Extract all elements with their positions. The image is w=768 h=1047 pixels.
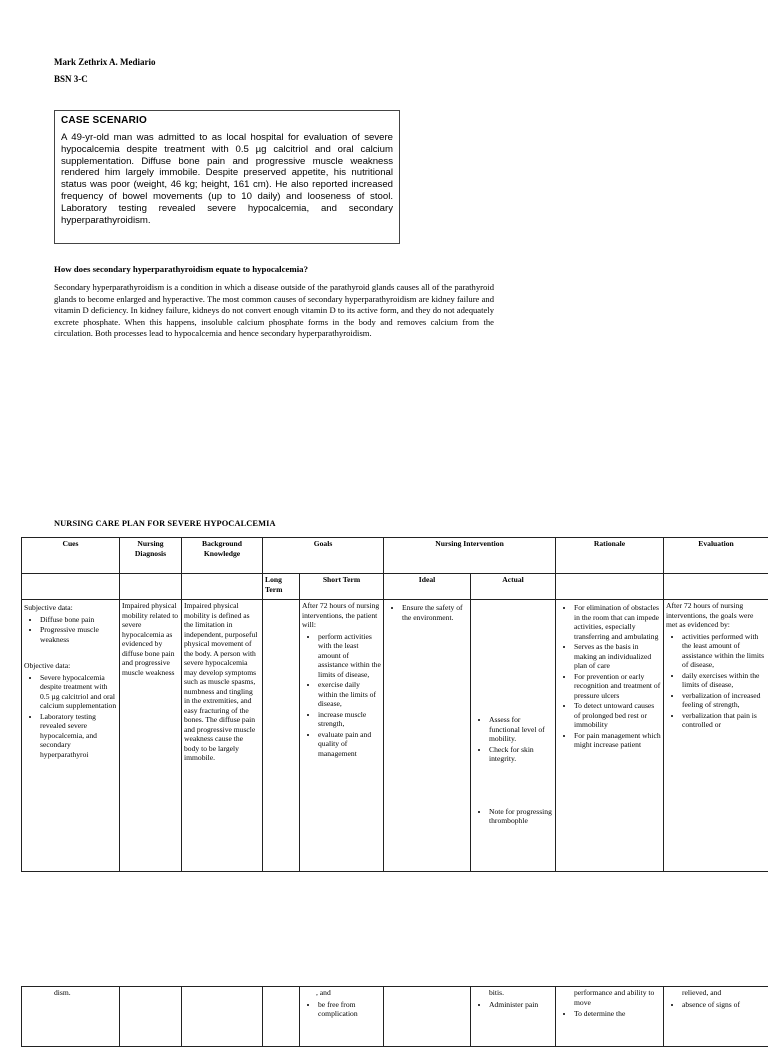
short-term-list bbox=[302, 632, 381, 759]
objective-list bbox=[24, 673, 117, 760]
list-item: • Serves as the basis in making an individualized plan of care bbox=[574, 642, 661, 671]
header-intervention: Nursing Intervention bbox=[384, 538, 556, 574]
header-cues: Cues bbox=[22, 538, 120, 574]
diagnosis-cell: Impaired physical mobility related to severe hypocalcemia as evidenced by diffuse bone pain and progressive muscle weakness bbox=[120, 600, 182, 872]
table-header-row bbox=[22, 538, 768, 574]
ncp-title: NURSING CARE PLAN FOR SEVERE HYPOCALCEMIA bbox=[54, 519, 276, 528]
list-item: • evaluate pain and quality of management bbox=[318, 730, 381, 759]
list-item: • Severe hypocalcemia despite treatment with 0.5 µg calcitriol and oral calcium supplementation bbox=[40, 673, 117, 711]
list-item: • verbalization of increased feeling of strength, bbox=[682, 691, 766, 710]
cues-cell-continued: dism. bbox=[22, 987, 120, 1047]
evaluation-cell-continued: relieved, and • absence of signs of bbox=[664, 987, 768, 1047]
list-item: • Laboratory testing revealed severe hypocalcemia, and secondary hyperparathyroi bbox=[40, 712, 117, 760]
header-long-term: Long Term bbox=[263, 574, 300, 600]
case-scenario-title: CASE SCENARIO bbox=[61, 115, 393, 126]
list-item: • For elimination of obstacles in the room that can impede activities, especially transferring and ambulating bbox=[574, 603, 661, 641]
answer-paragraph: Secondary hyperparathyroidism is a condition in which a disease outside of the parathyroid glands causes all of the parathyroid glands to become enlarged and hyperactive. The most common causes of secondary hyperparathyroidism are kidney failure and vitamin D deficiency. In kidney failure, kidneys do not convert enough vitamin D to its active form, and they do not adequately excrete phosphate. When this happens, insoluble calcium phosphate forms in the body and removes calcium from the circulation. Both processes lead to hypocalcemia and hence secondary hyperparathyroidism. bbox=[54, 282, 494, 340]
rationale-list bbox=[558, 603, 661, 750]
actual-list-2 bbox=[473, 807, 553, 826]
list-item: • verbalization that pain is controlled or bbox=[682, 711, 766, 730]
list-item: • For prevention or early recognition and treatment of pressure ulcers bbox=[574, 672, 661, 701]
cues-cell bbox=[22, 600, 120, 872]
ideal-cell bbox=[384, 600, 471, 872]
case-scenario-box bbox=[54, 110, 400, 244]
nursing-care-plan-table-continued bbox=[21, 986, 768, 1047]
subjective-list bbox=[24, 615, 117, 645]
evaluation-list bbox=[666, 632, 766, 730]
list-item: • daily exercises within the limits of disease, bbox=[682, 671, 766, 690]
objective-label: Objective data: bbox=[24, 661, 117, 671]
header-ideal: Ideal bbox=[384, 574, 471, 600]
author-section: BSN 3-C bbox=[54, 71, 155, 88]
header-rationale: Rationale bbox=[556, 538, 664, 574]
author-name: Mark Zethrix A. Mediario bbox=[54, 54, 155, 71]
table-row bbox=[22, 600, 768, 872]
table-subheader-row bbox=[22, 574, 768, 600]
list-item: • Ensure the safety of the environment. bbox=[402, 603, 468, 622]
list-item: • Note for progressing thrombophle bbox=[489, 807, 553, 826]
ideal-list bbox=[386, 603, 468, 622]
rationale-cell bbox=[556, 600, 664, 872]
short-term-cell-continued: , and • be free from complication bbox=[300, 987, 384, 1047]
case-scenario-text: A 49-yr-old man was admitted to as local hospital for evaluation of severe hypocalcemia despite treatment with 0.5 µg calcitriol and oral calcium supplementation. Diffuse bone pain and progressive muscle weakness rendered him largely immobile. Despite preserved appetite, his nutritional status was poor (weight, 46 kg; height, 161 cm). He also reported increased frequency of bowel movements (up to 10 daily) and looseness of stool. Laboratory testing revealed severe hypocalcemia, and secondary hyperparathyroidism. bbox=[61, 132, 393, 226]
list-item: • Progressive muscle weakness bbox=[40, 625, 117, 644]
header-goals: Goals bbox=[263, 538, 384, 574]
subjective-label: Subjective data: bbox=[24, 603, 117, 613]
question-heading: How does secondary hyperparathyroidism equate to hypocalcemia? bbox=[54, 264, 308, 274]
background-cell: Impaired physical mobility is defined as the limitation in independent, purposeful physical movement of the body. A person with severe hypocalcemia may develop symptoms such as muscle spasms, numbness and tingling in the extremities, and easy fracturing of the bones. The diffuse pain and progressive muscle weakness cause the body to be largely immobile. bbox=[182, 600, 263, 872]
rationale-cell-continued: performance and ability to move • To determine the bbox=[556, 987, 664, 1047]
table-row bbox=[22, 987, 768, 1047]
list-item: • perform activities with the least amount of assistance within the limits of disease, bbox=[318, 632, 381, 680]
header-short-term: Short Term bbox=[300, 574, 384, 600]
evaluation-cell bbox=[664, 600, 768, 872]
list-item: • increase muscle strength, bbox=[318, 710, 381, 729]
nursing-care-plan-table bbox=[21, 537, 768, 872]
short-term-intro: After 72 hours of nursing interventions, the patient will: bbox=[302, 601, 381, 630]
header-actual: Actual bbox=[471, 574, 556, 600]
header-background: Background Knowledge bbox=[182, 538, 263, 574]
long-term-cell bbox=[263, 600, 300, 872]
list-item: • Check for skin integrity. bbox=[489, 745, 553, 764]
actual-list bbox=[473, 715, 553, 764]
list-item: • exercise daily within the limits of disease, bbox=[318, 680, 381, 709]
list-item: • absence of signs of bbox=[682, 1000, 766, 1010]
actual-cell-continued: bitis. • Administer pain bbox=[471, 987, 556, 1047]
author-block bbox=[54, 54, 155, 88]
list-item: • activities performed with the least amount of assistance within the limits of disease, bbox=[682, 632, 766, 670]
list-item: • Assess for functional level of mobility. bbox=[489, 715, 553, 744]
evaluation-intro: After 72 hours of nursing interventions, the goals were met as evidenced by: bbox=[666, 601, 766, 630]
header-evaluation: Evaluation bbox=[664, 538, 768, 574]
list-item: • To detect untoward causes of prolonged bed rest or immobility bbox=[574, 701, 661, 730]
actual-cell bbox=[471, 600, 556, 872]
header-diagnosis: Nursing Diagnosis bbox=[120, 538, 182, 574]
list-item: • be free from complication bbox=[318, 1000, 381, 1019]
list-item: • Diffuse bone pain bbox=[40, 615, 117, 625]
list-item: • For pain management which might increase patient bbox=[574, 731, 661, 750]
list-item: • To determine the bbox=[574, 1009, 661, 1019]
list-item: • Administer pain bbox=[489, 1000, 553, 1010]
short-term-cell bbox=[300, 600, 384, 872]
